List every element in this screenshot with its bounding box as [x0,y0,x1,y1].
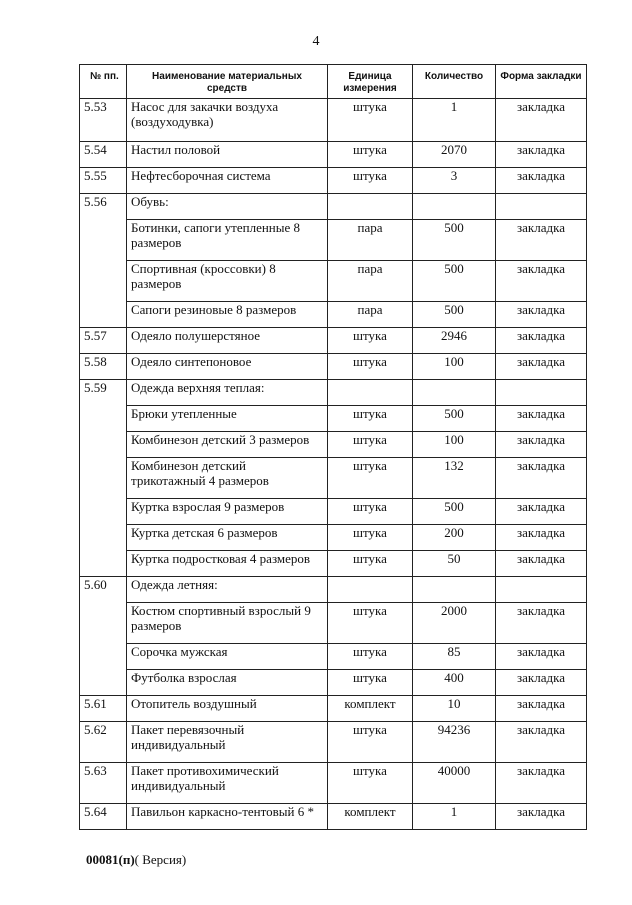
row-num: 5.61 [80,696,127,722]
row-qty [413,380,496,406]
row-name: Отопитель воздушный [127,696,328,722]
row-num [80,499,127,525]
row-num: 5.54 [80,142,127,168]
row-unit: штука [328,603,413,644]
row-form: закладка [496,168,587,194]
row-form: закладка [496,302,587,328]
row-form: закладка [496,722,587,763]
row-num [80,603,127,644]
row-unit: штука [328,328,413,354]
table-row [80,194,587,220]
header-form: Форма закладки [496,65,587,99]
row-unit [328,194,413,220]
row-form: закладка [496,670,587,696]
row-form: закладка [496,763,587,804]
row-num: 5.57 [80,328,127,354]
row-form: закладка [496,696,587,722]
row-num: 5.55 [80,168,127,194]
row-unit: комплект [328,804,413,830]
row-num [80,302,127,328]
row-qty: 94236 [413,722,496,763]
row-qty [413,577,496,603]
row-name: Брюки утепленные [127,406,328,432]
row-qty: 500 [413,261,496,302]
row-form: закладка [496,261,587,302]
row-unit: штука [328,432,413,458]
row-qty: 2070 [413,142,496,168]
row-unit [328,577,413,603]
table-row [80,142,587,168]
table-row [80,432,587,458]
row-name: Одежда летняя: [127,577,328,603]
row-qty: 500 [413,406,496,432]
row-name: Одеяло полушерстяное [127,328,328,354]
row-num [80,458,127,499]
row-num: 5.60 [80,577,127,603]
row-name: Настил половой [127,142,328,168]
table-row [80,99,587,142]
row-name: Пакет перевязочный индивидуальный [127,722,328,763]
row-unit: штука [328,525,413,551]
header-qty: Количество [413,65,496,99]
table-row [80,220,587,261]
row-name: Куртка взрослая 9 размеров [127,499,328,525]
row-unit: штука [328,458,413,499]
table-row [80,763,587,804]
row-unit: штука [328,168,413,194]
row-qty: 100 [413,432,496,458]
header-name: Наименование материальных средств [127,65,328,99]
row-name: Нефтесборочная система [127,168,328,194]
row-qty: 500 [413,302,496,328]
row-unit: штука [328,406,413,432]
row-name: Ботинки, сапоги утепленные 8 размеров [127,220,328,261]
row-unit: штука [328,499,413,525]
row-num: 5.58 [80,354,127,380]
table-header-row [80,65,587,99]
row-name: Сапоги резиновые 8 размеров [127,302,328,328]
row-qty: 500 [413,499,496,525]
table-row [80,644,587,670]
row-name: Костюм спортивный взрослый 9 размеров [127,603,328,644]
table-row [80,499,587,525]
row-form: закладка [496,458,587,499]
row-unit: штука [328,354,413,380]
materials-table [79,64,587,830]
row-unit: пара [328,302,413,328]
table-row [80,328,587,354]
row-qty: 50 [413,551,496,577]
row-form: закладка [496,99,587,142]
table-row [80,261,587,302]
table-row [80,406,587,432]
row-qty: 40000 [413,763,496,804]
row-unit: штука [328,99,413,142]
row-form [496,577,587,603]
row-num: 5.56 [80,194,127,220]
row-qty: 3 [413,168,496,194]
row-qty: 500 [413,220,496,261]
row-unit: штука [328,644,413,670]
row-name: Пакет противохимический индивидуальный [127,763,328,804]
row-form: закладка [496,551,587,577]
row-num [80,406,127,432]
row-num [80,525,127,551]
row-qty: 200 [413,525,496,551]
document-footer [86,852,186,868]
row-form: закладка [496,354,587,380]
table-row [80,670,587,696]
row-unit: пара [328,220,413,261]
header-unit: Единица измерения [328,65,413,99]
row-name: Комбинезон детский трикотажный 4 размеров [127,458,328,499]
row-form [496,194,587,220]
row-qty: 132 [413,458,496,499]
row-form: закладка [496,603,587,644]
row-num: 5.63 [80,763,127,804]
row-form: закладка [496,499,587,525]
row-num [80,551,127,577]
row-qty [413,194,496,220]
row-qty: 85 [413,644,496,670]
row-num: 5.59 [80,380,127,406]
table-row [80,722,587,763]
row-name: Обувь: [127,194,328,220]
row-form [496,380,587,406]
row-name: Куртка подростковая 4 размеров [127,551,328,577]
row-num [80,644,127,670]
table-row [80,380,587,406]
table-row [80,577,587,603]
row-form: закладка [496,804,587,830]
row-name: Сорочка мужская [127,644,328,670]
table-row [80,458,587,499]
row-unit: пара [328,261,413,302]
row-unit: штука [328,551,413,577]
row-qty: 1 [413,804,496,830]
row-name: Футболка взрослая [127,670,328,696]
page-number: 4 [312,34,320,49]
row-form: закладка [496,220,587,261]
header-num: № пп. [80,65,127,99]
row-num [80,220,127,261]
table-row [80,696,587,722]
row-name: Одежда верхняя теплая: [127,380,328,406]
row-qty: 400 [413,670,496,696]
row-unit: штука [328,763,413,804]
row-name: Павильон каркасно-тентовый 6 * [127,804,328,830]
row-unit: комплект [328,696,413,722]
table-row [80,525,587,551]
table-row [80,168,587,194]
row-name: Спортивная (кроссовки) 8 размеров [127,261,328,302]
row-unit [328,380,413,406]
row-num [80,670,127,696]
row-name: Насос для закачки воздуха (воздуходувка) [127,99,328,142]
table-row [80,302,587,328]
row-unit: штука [328,142,413,168]
row-form: закладка [496,328,587,354]
row-form: закладка [496,142,587,168]
document-code: 00081(п) [86,852,135,867]
row-num: 5.64 [80,804,127,830]
row-form: закладка [496,644,587,670]
row-qty: 100 [413,354,496,380]
row-form: закладка [496,525,587,551]
row-qty: 2000 [413,603,496,644]
row-qty: 10 [413,696,496,722]
table-row [80,354,587,380]
row-unit: штука [328,670,413,696]
table-row [80,551,587,577]
row-unit: штука [328,722,413,763]
row-num [80,261,127,302]
table-row [80,603,587,644]
table-row [80,804,587,830]
row-qty: 1 [413,99,496,142]
row-name: Одеяло синтепоновое [127,354,328,380]
row-form: закладка [496,432,587,458]
document-version: ( Версия) [134,852,187,867]
row-name: Куртка детская 6 размеров [127,525,328,551]
row-qty: 2946 [413,328,496,354]
row-num: 5.53 [80,99,127,142]
row-name: Комбинезон детский 3 размеров [127,432,328,458]
row-num [80,432,127,458]
row-num: 5.62 [80,722,127,763]
row-form: закладка [496,406,587,432]
